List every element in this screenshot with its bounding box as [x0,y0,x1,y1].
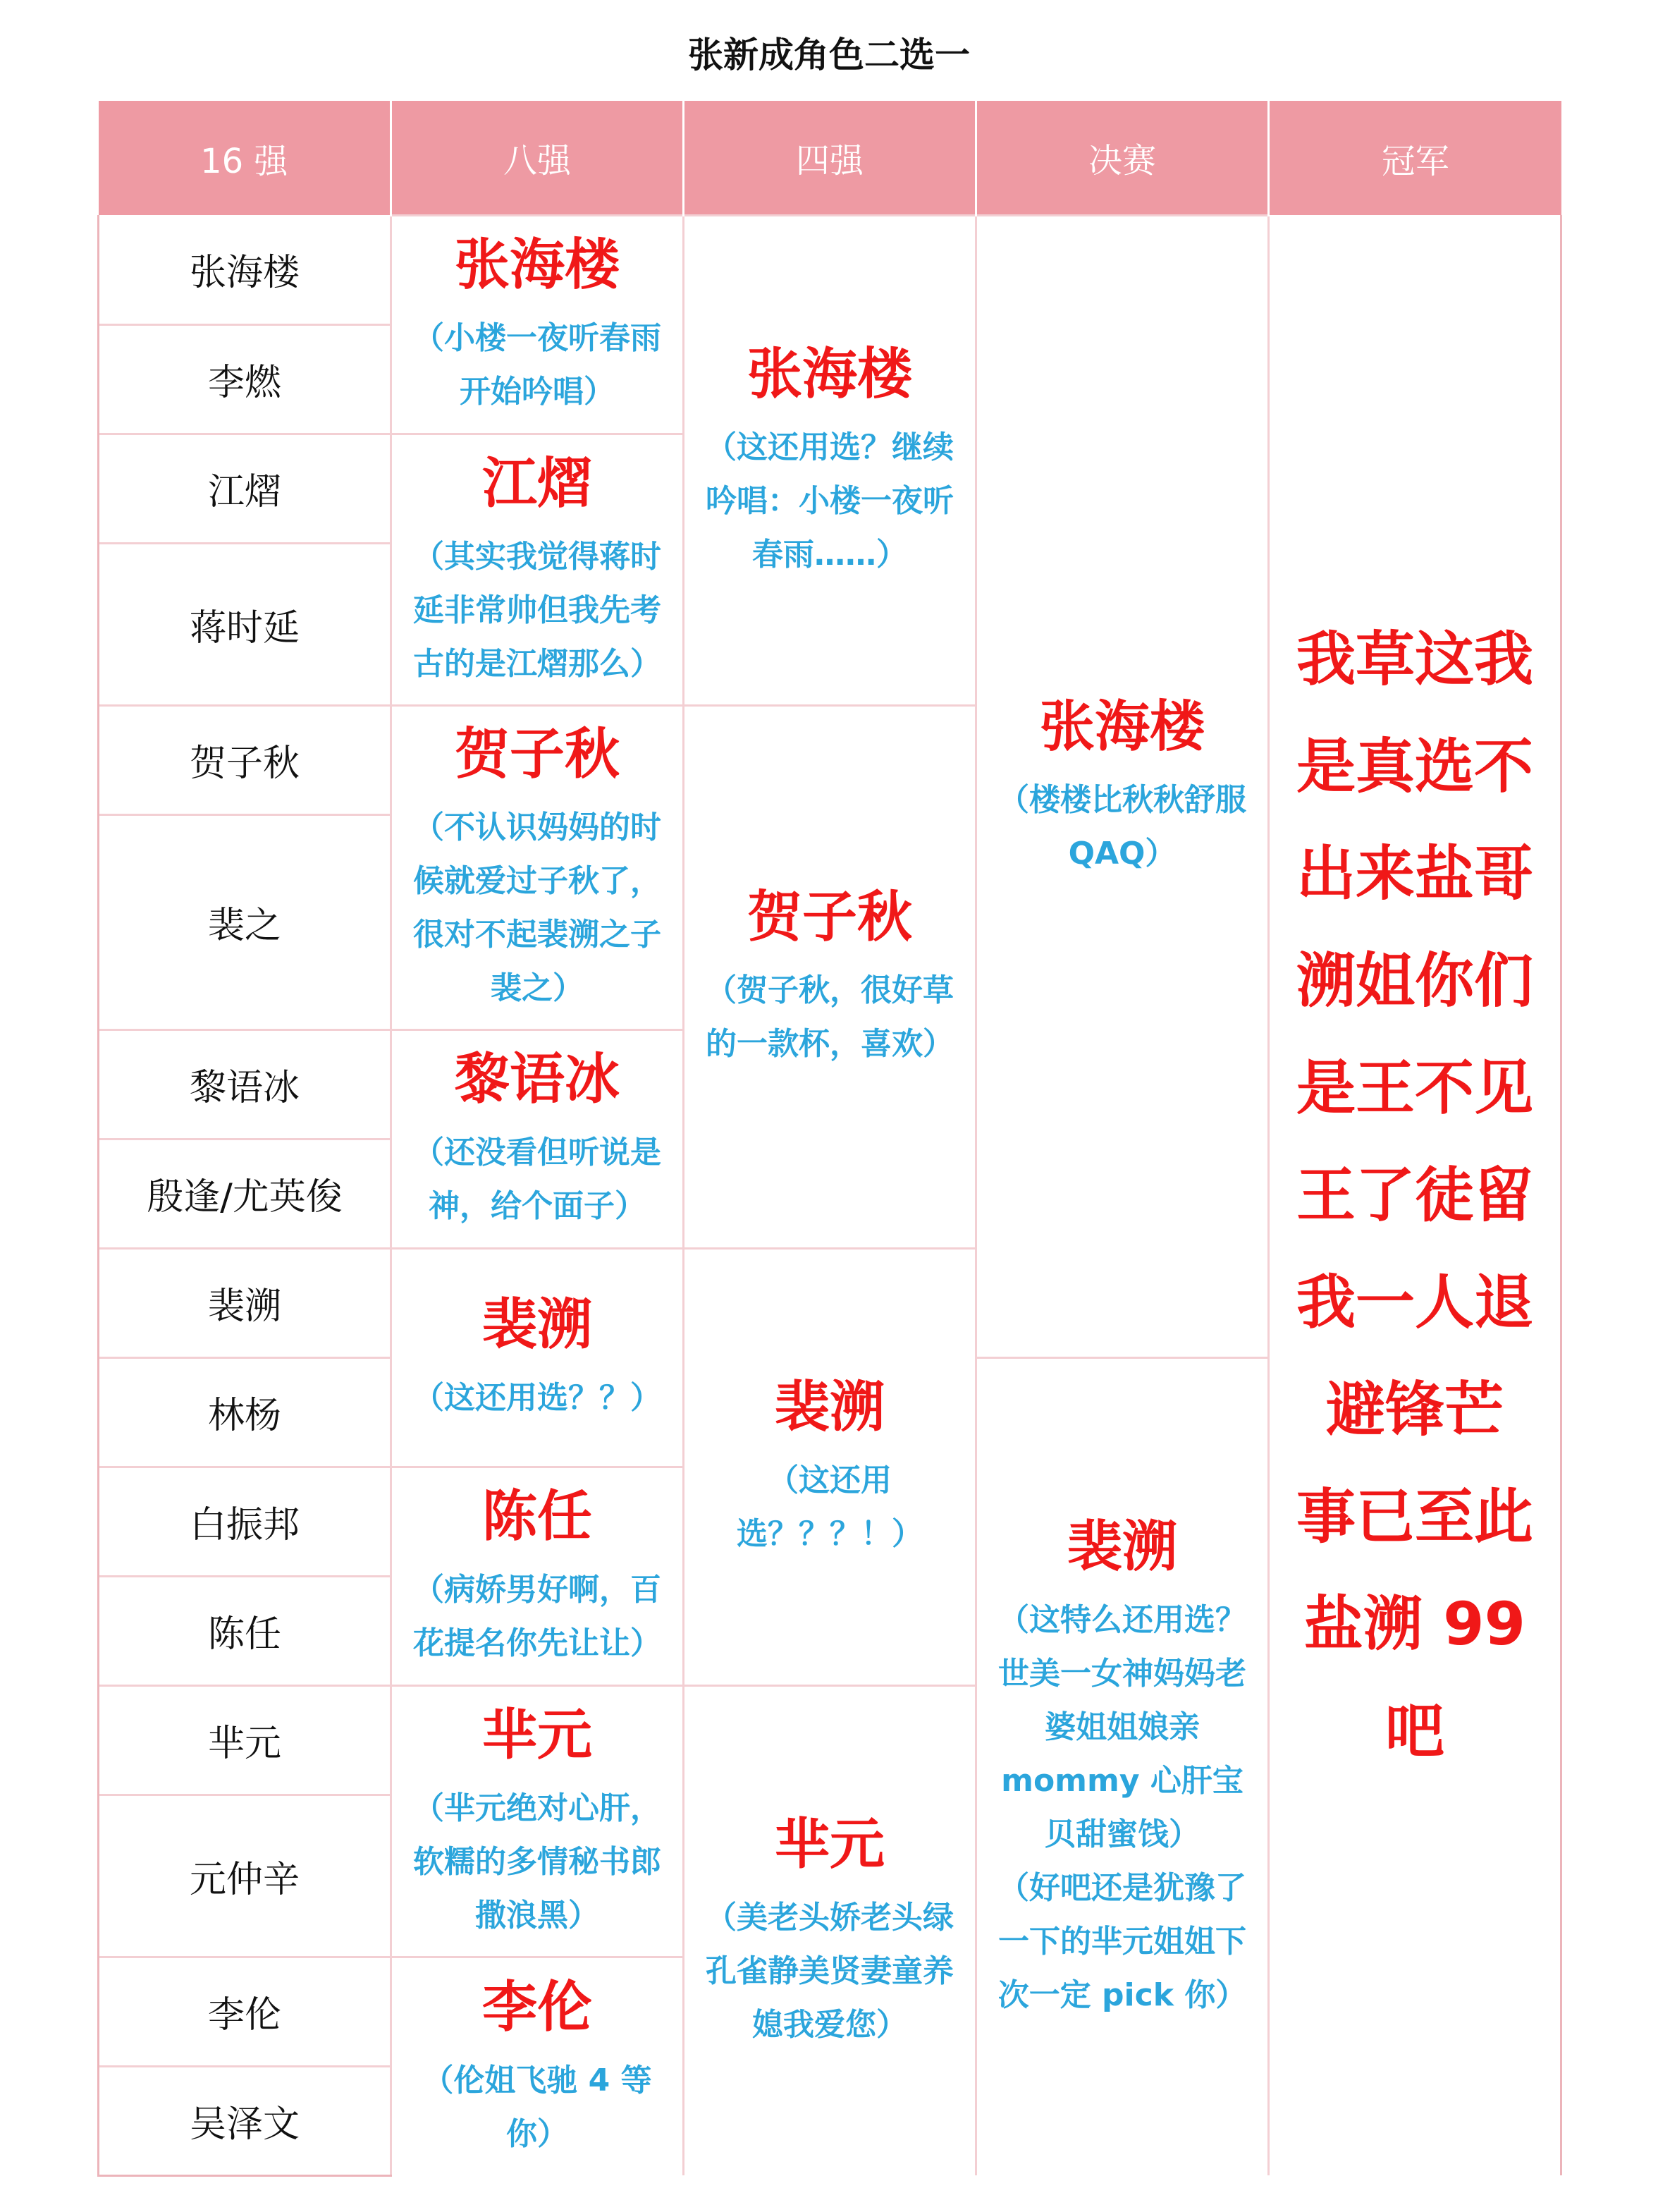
round16-entry: 白振邦 [99,1467,391,1576]
round16-entry: 裴溯 [99,1248,391,1357]
quarter-winner: 张海楼 [454,233,620,297]
final-winner: 裴溯 [1067,1515,1177,1579]
round16-entry: 黎语冰 [99,1029,391,1139]
header-quarter: 八强 [391,101,684,215]
quarter-comment: （其实我觉得蒋时 延非常帅但我先考 古的是江熠那么） [413,538,661,682]
quarter-cell [391,1957,684,2175]
final-cell [976,1357,1269,2175]
round16-entry: 张海楼 [99,215,391,324]
champion-text: 我草这我 是真选不 出来盐哥 溯姐你们 是王不见 王了徒留 我一人退 避锋芒 事已至此 盐溯 99 吧 [1296,625,1533,1766]
header-final: 决赛 [976,101,1269,215]
round16-entry: 贺子秋 [99,705,391,814]
quarter-comment: （这还用选？？） [413,1380,661,1416]
semi-cell [684,705,976,1248]
champion-cell [1269,215,1561,2175]
final-comment-extra: （好吧还是犹豫了 一下的芈元姐姐下 次一定 pick 你） [997,1869,1247,2013]
quarter-cell [391,1029,684,1248]
semi-comment: （这还用 选？？？！） [737,1462,923,1552]
header-row [99,101,1561,215]
semi-cell [684,1248,976,1685]
quarter-winner: 黎语冰 [454,1048,620,1111]
semi-winner: 芈元 [774,1813,885,1877]
final-winner: 张海楼 [1039,695,1205,759]
header-round16: 16 强 [99,101,391,215]
page-title: 张新成角色二选一 [688,35,970,75]
round16-entry: 陈任 [99,1576,391,1685]
round16-entry: 林杨 [99,1357,391,1467]
quarter-comment: （不认识妈妈的时 候就爱过子秋了， 很对不起裴溯之子 裴之） [413,809,661,1006]
semi-comment: （这还用选？继续 吟唱：小楼一夜听 春雨……） [706,429,954,573]
quarter-cell [391,1467,684,1685]
quarter-comment: （芈元绝对心肝， 软糯的多情秘书郎 撒浪黑） [413,1790,661,1933]
semi-winner: 贺子秋 [747,886,912,949]
quarter-winner: 贺子秋 [454,723,620,786]
quarter-winner: 芈元 [481,1703,592,1767]
quarter-cell [391,434,684,705]
final-comment: （楼楼比秋秋舒服 QAQ） [998,782,1246,872]
quarter-cell [391,215,684,434]
round16-entry: 李燃 [99,324,391,434]
quarter-cell [391,1685,684,1957]
header-semi: 四强 [684,101,976,215]
quarter-comment: （还没看但听说是 神，给个面子） [413,1135,661,1224]
bracket-table [97,101,1562,2177]
round16-entry: 芈元 [99,1685,391,1795]
quarter-comment: （小楼一夜听春雨 开始吟唱） [413,320,661,410]
semi-comment: （贺子秋，很好草 的一款杯，喜欢） [706,972,954,1062]
quarter-winner: 李伦 [481,1975,592,2039]
semi-comment: （美老头娇老头绿 孔雀静美贤妻童养 媳我爱您） [706,1900,954,2043]
quarter-winner: 陈任 [481,1485,592,1548]
quarter-comment: （病娇男好啊，百 花提名你先让让） [413,1572,661,1661]
quarter-cell [391,705,684,1029]
semi-winner: 裴溯 [774,1376,885,1439]
round16-entry: 李伦 [99,1957,391,2066]
semi-cell [684,1685,976,2175]
round16-entry: 裴之 [99,814,391,1029]
semi-winner: 张海楼 [747,342,912,406]
quarter-winner: 江熠 [481,451,592,515]
final-cell [976,215,1269,1357]
final-comment: （这特么还用选？ 世美一女神妈妈老 婆姐姐娘亲 mommy 心肝宝 贝甜蜜饯） [998,1601,1246,1852]
header-champion: 冠军 [1269,101,1561,215]
semi-cell [684,215,976,705]
round16-entry: 殷逢/尤英俊 [99,1139,391,1248]
round16-entry: 蒋时延 [99,543,391,705]
quarter-comment: （伦姐飞驰 4 等 你） [422,2062,652,2152]
round16-entry: 吴泽文 [99,2066,391,2175]
quarter-cell [391,1248,684,1467]
round16-entry: 元仲辛 [99,1795,391,1957]
quarter-winner: 裴溯 [481,1293,592,1357]
round16-entry: 江熠 [99,434,391,543]
